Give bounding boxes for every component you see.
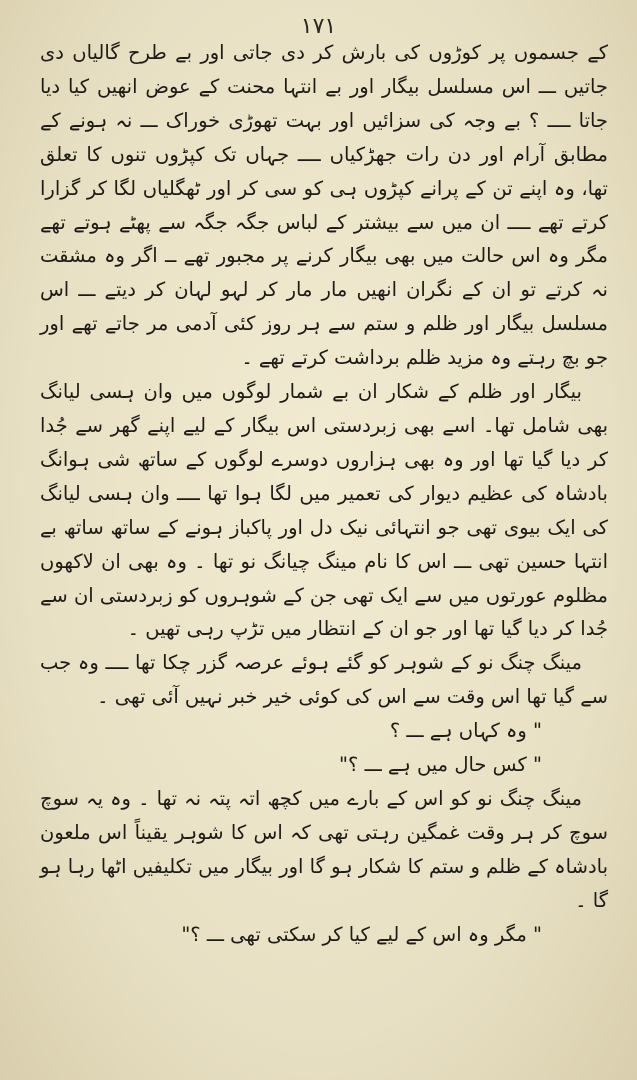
dialog-line-2: " کس حال میں ہے ـــ ؟" — [339, 753, 542, 777]
dialog-line-3: " مگر وہ اس کے لیے کیا کر سکتی تھی ـــ ؟" — [181, 922, 542, 946]
paragraph-3: مینگ چنگ نو کے شوہر کو گئے ہوئے عرصہ گزر چکا تھا ــــ وہ جب سے گیا تھا اس وقت سے اس کی کوئی خیر خبر نہیں آئی تھی ۔ — [40, 651, 608, 709]
page-body — [40, 36, 608, 1066]
paragraph-1: کے جسموں پر کوڑوں کی بارش کر دی جاتی اور بے طرح گالیاں دی جاتیں ـــ اس مسلسل بیگار اور بے انتہا محنت کے عوض انھیں کیا دیا جاتا ــــ ؟ بے وجہ کی سزائیں اور بہت تھوڑی خوراک ـــ نہ ہونے کے مطابق آرام اور دن رات جھڑکیاں ــــ جہاں تک کپڑوں تنوں کا تعلق تھا، وہ اپنے تن کے پرانے کپڑوں ہی کو سی کر اور ٹھگلیاں لگا کر گزارا کرتے تھے ــــ ان میں سے بیشتر کے لباس جگہ جگہ سے پھٹے ہوتے تھے مگر وہ اس حالت میں بھی بیگار کرنے پر مجبور تھے ــ اگر وہ مشقت نہ کرتے تو ان کے نگران انھیں مار مار کر لہو لہان کر دیتے ـــ اس مسلسل بیگار اور ظلم و ستم سے ہر روز کئی آدمی مر جاتے تھے اور جو بچ رہتے وہ مزید ظلم برداشت کرتے تھے ۔ — [40, 41, 608, 370]
page-number: ۱۷۱ — [300, 14, 337, 39]
dialog-line-1: " وہ کہاں ہے ـــ ؟ — [389, 719, 542, 743]
paragraph-4: مینگ چنگ نو کو اس کے بارے میں کچھ اتہ پتہ نہ تھا ۔ وہ یہ سوچ سوچ کر ہر وقت غمگین رہتی تھی کہ اس کا شوہر یقیناً اس ملعون بادشاہ کے ظلم و ستم کا شکار ہو گا اور بیگار میں تکلیفیں اٹھا رہا ہو گا ۔ — [40, 786, 608, 912]
paragraph-2: بیگار اور ظلم کے شکار ان بے شمار لوگوں میں وان ہسی لیانگ بھی شامل تھا۔ اسے بھی زبردستی اس بیگار کے لیے اپنے گھر سے جُدا کر دیا گیا تھا اور وہ بھی ہزاروں دوسرے لوگوں کے ساتھ شی ہوانگ بادشاہ کی عظیم دیوار کی تعمیر میں لگا ہوا تھا ــــ وان ہسی لیانگ کی ایک بیوی تھی جو انتہائی نیک دل اور پاکباز ہونے کے ساتھ ساتھ بے انتہا حسین تھی ـــ اس کا نام مینگ چیانگ نو تھا ۔ وہ بھی ان لاکھوں مظلوم عورتوں میں سے ایک تھی جن کے شوہروں کو زبردستی ان سے جُدا کر دیا گیا تھا اور جو ان کے انتظار میں تڑپ رہی تھیں ۔ — [40, 380, 608, 641]
